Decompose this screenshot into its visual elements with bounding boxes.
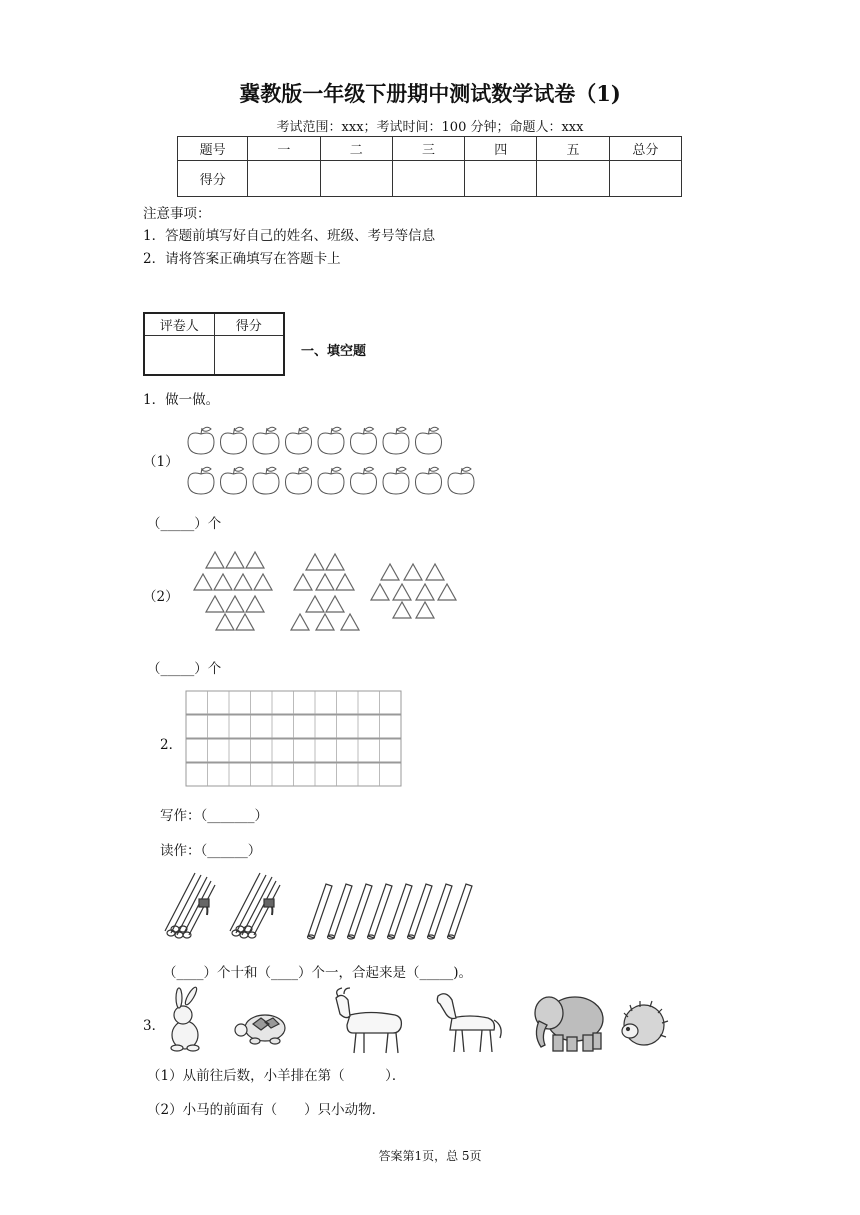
score-header-cell: 三 — [392, 137, 464, 161]
triangle-icon — [438, 584, 456, 600]
single-stick-icon — [448, 884, 473, 939]
animals-figure — [165, 985, 675, 1055]
abacus-grid-figure — [185, 690, 407, 790]
score-table — [177, 136, 682, 197]
triangle-icon — [393, 602, 411, 618]
score-header-cell: 题号 — [178, 137, 248, 161]
triangle-icon — [246, 596, 264, 612]
triangles-figure — [185, 552, 470, 637]
q3-sub2: （2）小马的前面有（ ）只小动物． — [147, 1102, 386, 1118]
apple-icon — [351, 427, 377, 454]
answer-blank: （_____）个 — [147, 661, 222, 677]
page-footer: 答案第1页，总 5页 — [378, 1149, 482, 1163]
write-blank: 写作：（_______） — [160, 808, 268, 824]
triangle-icon — [236, 614, 254, 630]
score-header-cell: 四 — [465, 137, 537, 161]
score-header-cell: 一 — [248, 137, 320, 161]
section-heading: 一、填空题 — [301, 344, 367, 359]
triangle-icon — [426, 564, 444, 580]
apple-icon — [383, 427, 409, 454]
triangle-icon — [416, 602, 434, 618]
score-header-cell: 五 — [537, 137, 609, 161]
question-stem: 1．做一做。 — [143, 392, 220, 408]
score-input-cell[interactable] — [465, 161, 537, 197]
goat-icon — [336, 988, 401, 1053]
elephant-icon — [535, 997, 603, 1051]
triangle-icon — [393, 584, 411, 600]
note-item: 1．答题前填写好自己的姓名、班级、考号等信息 — [143, 228, 436, 244]
triangle-icon — [336, 574, 354, 590]
apple-icon — [416, 427, 442, 454]
rabbit-icon — [171, 986, 199, 1051]
apple-icon — [221, 467, 247, 494]
triangle-icon — [294, 574, 312, 590]
question-label: 3． — [143, 1018, 166, 1034]
sub-question-label: （1） — [143, 454, 179, 470]
bundle-of-ten-icon — [230, 873, 280, 938]
triangle-icon — [234, 574, 252, 590]
bundle-of-ten-icon — [165, 873, 215, 938]
triangle-icon — [291, 614, 309, 630]
single-stick-icon — [368, 884, 393, 939]
triangle-icon — [326, 596, 344, 612]
score-input-cell[interactable] — [609, 161, 681, 197]
apples-figure — [185, 420, 485, 500]
read-blank: 读作：（______） — [160, 843, 262, 859]
q3-sub1: （1）从前往后数，小羊排在第（ ）． — [147, 1068, 406, 1084]
apple-icon — [286, 427, 312, 454]
score-header-cell: 总分 — [609, 137, 681, 161]
triangle-icon — [306, 596, 324, 612]
triangle-icon — [316, 614, 334, 630]
triangle-icon — [194, 574, 212, 590]
apple-icon — [188, 427, 214, 454]
single-stick-icon — [388, 884, 413, 939]
single-stick-icon — [408, 884, 433, 939]
triangle-icon — [254, 574, 272, 590]
grader-header: 得分 — [214, 313, 284, 335]
single-stick-icon — [348, 884, 373, 939]
note-item: 2．请将答案正确填写在答题卡上 — [143, 251, 341, 267]
page-title: 冀教版一年级下册期中测试数学试卷（1) — [239, 81, 621, 106]
triangle-icon — [316, 574, 334, 590]
score-input-cell[interactable] — [248, 161, 320, 197]
grader-table — [143, 312, 285, 376]
score-input-cell[interactable] — [320, 161, 392, 197]
answer-blank: （_____）个 — [147, 516, 222, 532]
grader-header: 评卷人 — [144, 313, 214, 335]
triangle-icon — [416, 584, 434, 600]
grader-name-cell[interactable] — [144, 335, 214, 375]
apple-icon — [253, 467, 279, 494]
score-input-cell[interactable] — [392, 161, 464, 197]
single-stick-icon — [308, 884, 333, 939]
triangle-icon — [371, 584, 389, 600]
triangle-icon — [404, 564, 422, 580]
triangle-icon — [226, 596, 244, 612]
triangle-icon — [246, 552, 264, 568]
notes-heading: 注意事项： — [143, 206, 211, 222]
apple-icon — [286, 467, 312, 494]
apple-icon — [448, 467, 474, 494]
sub-question-label: （2） — [143, 589, 179, 605]
triangle-icon — [341, 614, 359, 630]
score-input-cell[interactable] — [537, 161, 609, 197]
triangle-icon — [206, 596, 224, 612]
sticks-figure — [158, 866, 468, 948]
triangle-icon — [306, 554, 324, 570]
grader-score-cell[interactable] — [214, 335, 284, 375]
sticks-sentence: （____）个十和（____）个一，合起来是（_____)。 — [163, 965, 473, 981]
apple-icon — [188, 467, 214, 494]
triangle-icon — [214, 574, 232, 590]
apple-icon — [318, 467, 344, 494]
triangle-icon — [216, 614, 234, 630]
turtle-icon — [235, 1015, 285, 1044]
horse-icon — [437, 994, 501, 1052]
apple-icon — [416, 467, 442, 494]
score-row-label: 得分 — [178, 161, 248, 197]
apple-icon — [383, 467, 409, 494]
apple-icon — [253, 427, 279, 454]
triangle-icon — [381, 564, 399, 580]
triangle-icon — [326, 554, 344, 570]
apple-icon — [318, 427, 344, 454]
hedgehog-icon — [622, 1001, 668, 1045]
triangle-icon — [206, 552, 224, 568]
score-header-cell: 二 — [320, 137, 392, 161]
single-stick-icon — [328, 884, 353, 939]
apple-icon — [221, 427, 247, 454]
exam-info: 考试范围：xxx；考试时间：100 分钟；命题人：xxx — [276, 120, 584, 135]
single-sticks-group — [308, 884, 473, 939]
apple-icon — [351, 467, 377, 494]
question-label: 2． — [160, 737, 183, 753]
triangle-icon — [226, 552, 244, 568]
single-stick-icon — [428, 884, 453, 939]
